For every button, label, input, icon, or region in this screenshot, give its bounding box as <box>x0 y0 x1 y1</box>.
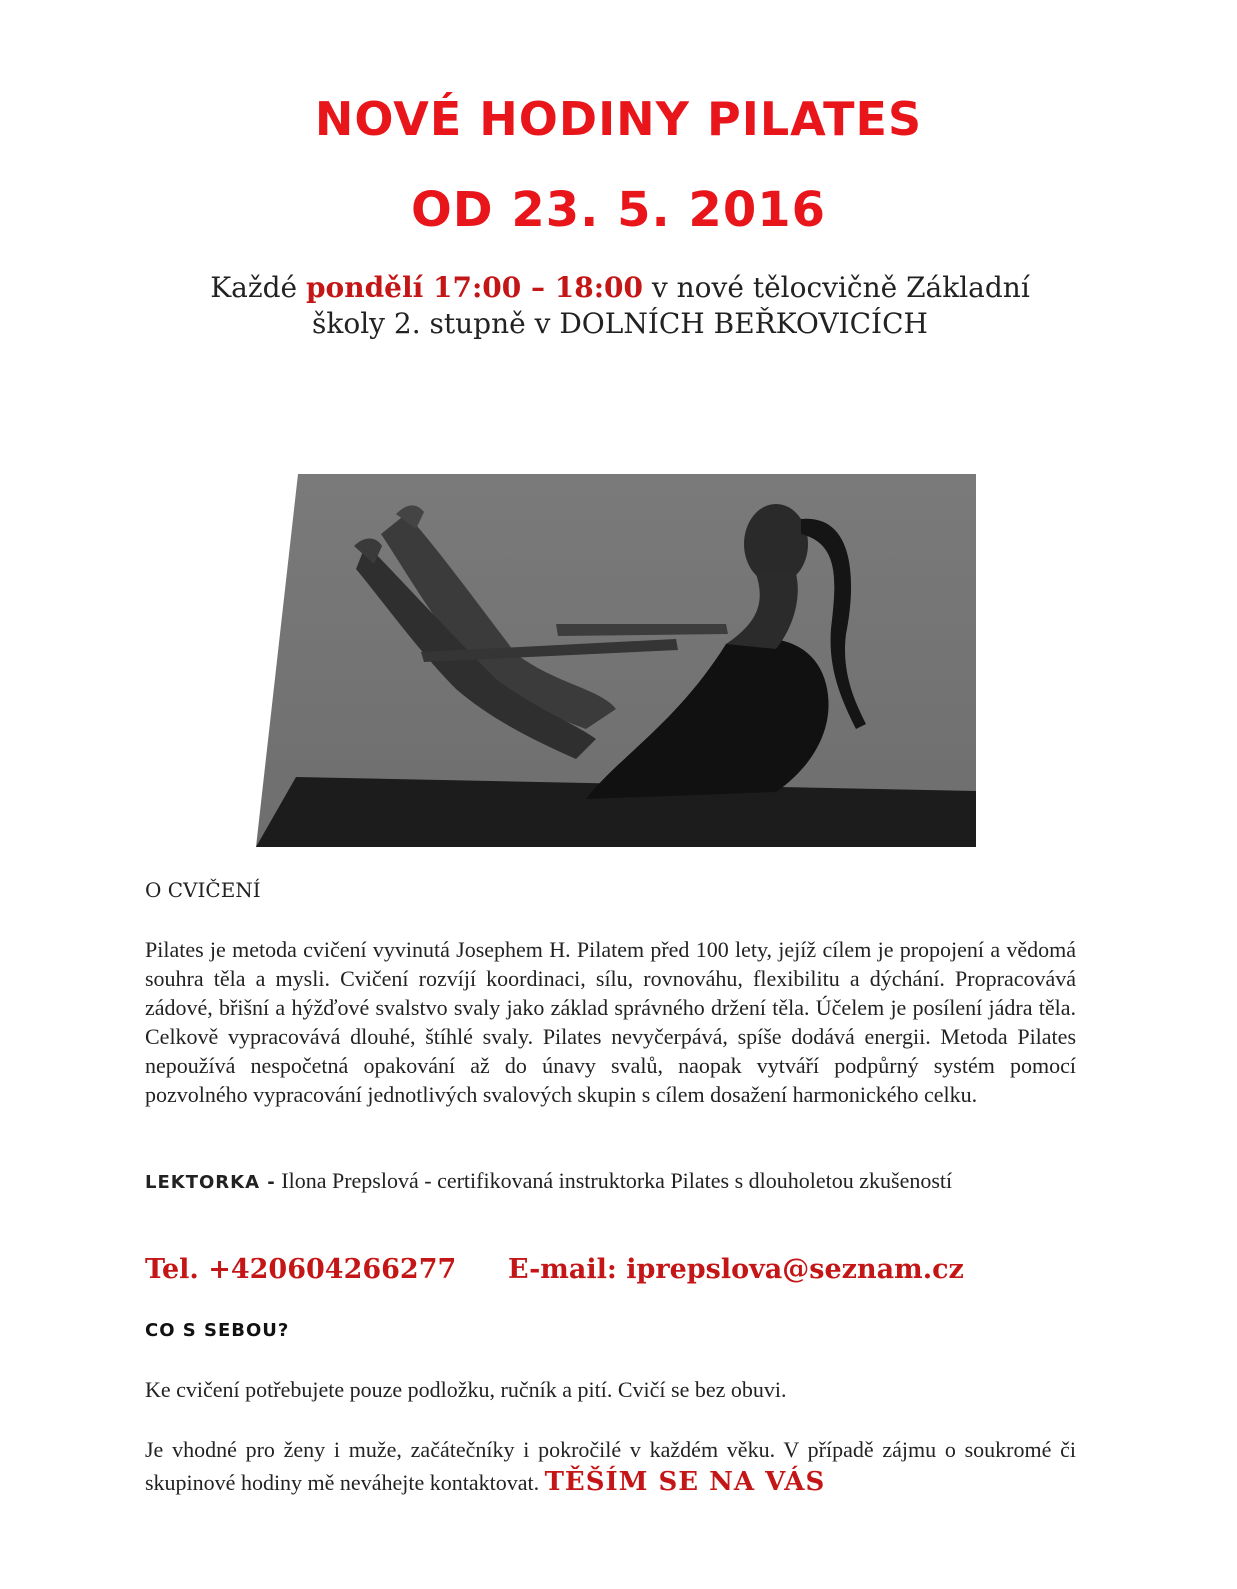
schedule-venue: v nové tělocvičně Základní <box>643 271 1030 304</box>
headline-title: NOVÉ HODINY PILATES <box>314 92 923 146</box>
lecturer-label: LEKTORKA - <box>145 1172 276 1193</box>
contact-phone: Tel. +420604266277 <box>145 1254 457 1285</box>
schedule-venue-line2: školy 2. stupně v DOLNÍCH BEŘKOVICÍCH <box>312 307 928 340</box>
closing-text <box>145 1434 1076 1499</box>
closing-highlight: TĚŠÍM SE NA VÁS <box>544 1467 826 1497</box>
lecturer-info <box>145 1166 1076 1197</box>
schedule-prefix: Každé <box>210 271 306 304</box>
pilates-woman-photo <box>256 474 976 847</box>
about-heading: O CVIČENÍ <box>145 878 261 902</box>
bring-text: Ke cvičení potřebujete pouze podložku, ručník a pití. Cvičí se bez obuvi. <box>145 1377 787 1402</box>
schedule-text <box>140 270 1100 342</box>
lecturer-text: Ilona Prepslová - certifikovaná instruktorka Pilates s dlouholetou zkušeností <box>275 1168 953 1193</box>
contact-email: E-mail: iprepslova@seznam.cz <box>508 1254 964 1285</box>
closing-body: Je vhodné pro ženy i muže, začátečníky i pokročilé v každém věku. V případě zájmu o soukromé či skupinové hodiny mě neváhejte kontaktovat. <box>145 1437 1076 1495</box>
headline-date: OD 23. 5. 2016 <box>410 182 827 238</box>
bring-heading: CO S SEBOU? <box>145 1320 290 1341</box>
about-text: Pilates je metoda cvičení vyvinutá Josephem H. Pilatem před 100 lety, jejíž cílem je propojení a vědomá souhra těla a mysli. Cvičení rozvíjí koordinaci, sílu, rovnováhu, flexibilitu a dýchání. Propracovává zádové, břišní a hýžďové svalstvo svaly jako základ správného držení těla. Účelem je posílení jádra těla. Celkově vypracovává dlouhé, štíhlé svaly. Pilates nevyčerpává, spíše dodává energii. Metoda Pilates nepoužívá nespočetná opakování až do únavy svalů, naopak vytváří podpůrný systém pomocí pozvolného vypracování jednotlivých svalových skupin s cílem dosažení harmonického celku. <box>145 937 1076 1107</box>
schedule-day-time: pondělí 17:00 – 18:00 <box>305 271 644 304</box>
